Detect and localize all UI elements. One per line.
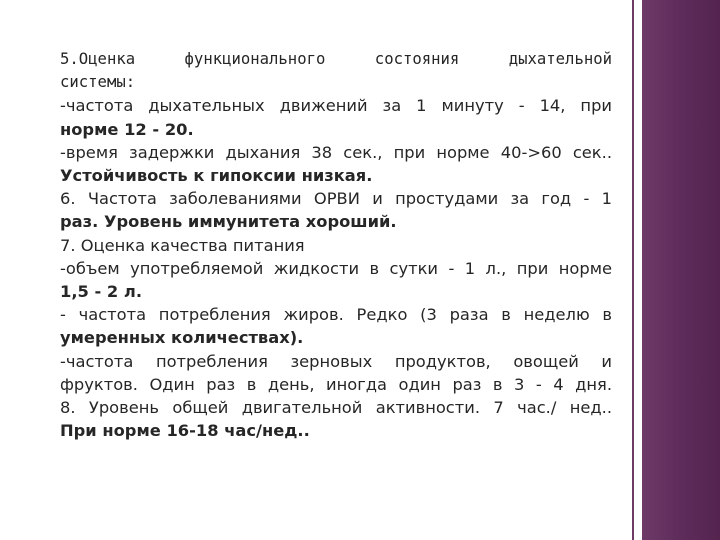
- text-line-6: Устойчивость к гипоксии низкая.: [60, 166, 373, 186]
- text-line-7: 6. Частота заболеваниями ОРВИ и простудами за год - 1: [60, 189, 612, 209]
- text-line-10: -объем употребляемой жидкости в сутки - 1 л., при норме: [60, 258, 612, 278]
- side-accent-band: [642, 0, 720, 540]
- text-line-17: При норме 16-18 час/нед..: [60, 421, 310, 441]
- text-line-1: 5.Оценка функционального состояния дыхательной: [60, 50, 612, 68]
- slide-body-text: [60, 48, 612, 442]
- text-line-13: умеренных количествах).: [60, 328, 304, 348]
- text-line-9: 7. Оценка качества питания: [60, 235, 305, 255]
- text-line-2: системы:: [60, 73, 136, 92]
- text-line-14: -частота потребления зерновых продуктов, овощей и: [60, 351, 612, 371]
- text-line-12: - частота потребления жиров. Редко (3 раза в неделю в: [60, 305, 612, 325]
- text-line-5: -время задержки дыхания 38 сек., при норме 40->60 сек..: [60, 142, 612, 162]
- text-line-11: 1,5 - 2 л.: [60, 282, 143, 302]
- text-line-16: 8. Уровень общей двигательной активности. 7 час./ нед..: [60, 398, 612, 418]
- text-line-3: -частота дыхательных движений за 1 минуту - 14, при: [60, 96, 612, 116]
- text-line-8: раз. Уровень иммунитета хороший.: [60, 212, 397, 232]
- accent-line: [632, 0, 634, 540]
- text-line-4: норме 12 - 20.: [60, 119, 194, 139]
- text-line-15: фруктов. Один раз в день, иногда один раз в 3 - 4 дня.: [60, 374, 612, 394]
